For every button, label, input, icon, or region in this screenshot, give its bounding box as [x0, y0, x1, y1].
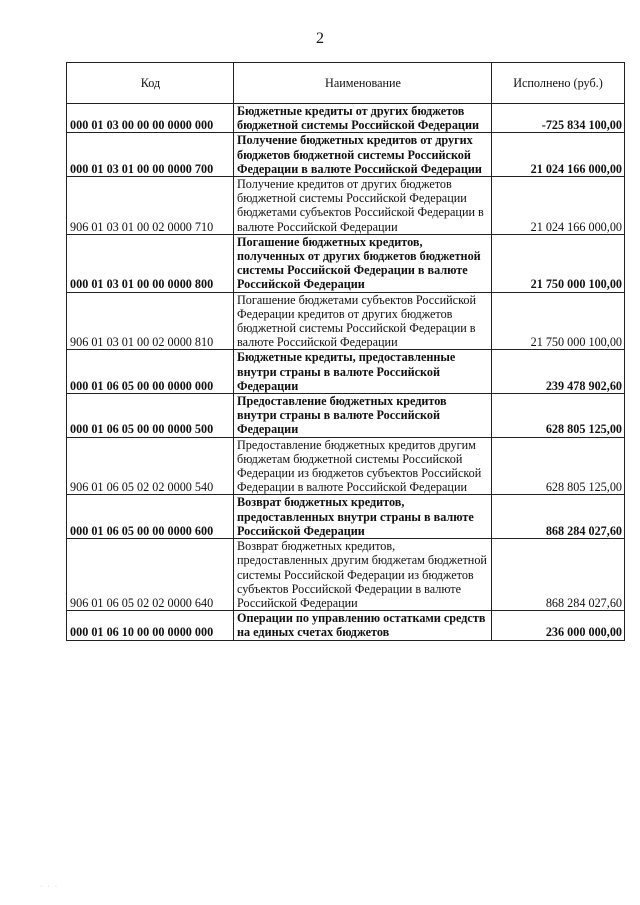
row-sum: 628 805 125,00	[492, 437, 625, 495]
row-sum: 239 478 902,60	[492, 350, 625, 394]
header-name: Наименование	[234, 63, 492, 104]
row-name: Возврат бюджетных кредитов, предоставленных другим бюджетам бюджетной системы Российской Федерации из бюджетов субъектов Российской Федерации в валюте Российской Федерации	[234, 539, 492, 611]
row-name: Погашение бюджетами субъектов Российской Федерации кредитов от других бюджетов бюджетной системы Российской Федерации в валюте Российской Федерации	[234, 292, 492, 350]
row-name: Бюджетные кредиты, предоставленные внутри страны в валюте Российской Федерации	[234, 350, 492, 394]
row-code: 000 01 06 05 00 00 0000 500	[67, 394, 234, 438]
budget-execution-table	[66, 62, 625, 641]
row-sum: 868 284 027,60	[492, 539, 625, 611]
table-row	[67, 539, 625, 611]
row-name: Получение кредитов от других бюджетов бюджетной системы Российской Федерации бюджетами субъектов Российской Федерации в валюте Российской Федерации	[234, 177, 492, 235]
row-code: 000 01 03 01 00 00 0000 800	[67, 234, 234, 292]
row-code: 000 01 03 01 00 00 0000 700	[67, 133, 234, 177]
table-header-row	[67, 63, 625, 104]
table-row	[67, 234, 625, 292]
row-code: 906 01 06 05 02 02 0000 540	[67, 437, 234, 495]
row-sum: 21 750 000 100,00	[492, 292, 625, 350]
header-code: Код	[67, 63, 234, 104]
table-row	[67, 394, 625, 438]
row-name: Возврат бюджетных кредитов, предоставленных внутри страны в валюте Российской Федерации	[234, 495, 492, 539]
row-name: Бюджетные кредиты от других бюджетов бюджетной системы Российской Федерации	[234, 104, 492, 133]
row-code: 906 01 06 05 02 02 0000 640	[67, 539, 234, 611]
row-sum: 21 024 166 000,00	[492, 133, 625, 177]
row-sum: 236 000 000,00	[492, 611, 625, 640]
table-row	[67, 133, 625, 177]
row-code: 906 01 03 01 00 02 0000 810	[67, 292, 234, 350]
table-row	[67, 437, 625, 495]
row-sum: 628 805 125,00	[492, 394, 625, 438]
scan-artifact: · · ·	[40, 884, 59, 890]
page-number: 2	[316, 30, 324, 47]
row-name: Получение бюджетных кредитов от других бюджетов бюджетной системы Российской Федерации в валюте Российской Федерации	[234, 133, 492, 177]
table-row	[67, 495, 625, 539]
row-name: Предоставление бюджетных кредитов другим бюджетам бюджетной системы Российской Федерации из бюджетов субъектов Российской Федерации в валюте Российской Федерации	[234, 437, 492, 495]
table-row	[67, 177, 625, 235]
row-sum: -725 834 100,00	[492, 104, 625, 133]
table-row	[67, 104, 625, 133]
row-name: Операции по управлению остатками средств на единых счетах бюджетов	[234, 611, 492, 640]
table-row	[67, 292, 625, 350]
row-code: 000 01 03 00 00 00 0000 000	[67, 104, 234, 133]
table-row	[67, 611, 625, 640]
row-code: 000 01 06 05 00 00 0000 600	[67, 495, 234, 539]
row-sum: 21 024 166 000,00	[492, 177, 625, 235]
table-row	[67, 350, 625, 394]
row-code: 906 01 03 01 00 02 0000 710	[67, 177, 234, 235]
row-name: Предоставление бюджетных кредитов внутри страны в валюте Российской Федерации	[234, 394, 492, 438]
row-name: Погашение бюджетных кредитов, полученных от других бюджетов бюджетной системы Российской Федерации в валюте Российской Федерации	[234, 234, 492, 292]
header-sum: Исполнено (руб.)	[492, 63, 625, 104]
row-code: 000 01 06 10 00 00 0000 000	[67, 611, 234, 640]
row-sum: 21 750 000 100,00	[492, 234, 625, 292]
row-sum: 868 284 027,60	[492, 495, 625, 539]
row-code: 000 01 06 05 00 00 0000 000	[67, 350, 234, 394]
